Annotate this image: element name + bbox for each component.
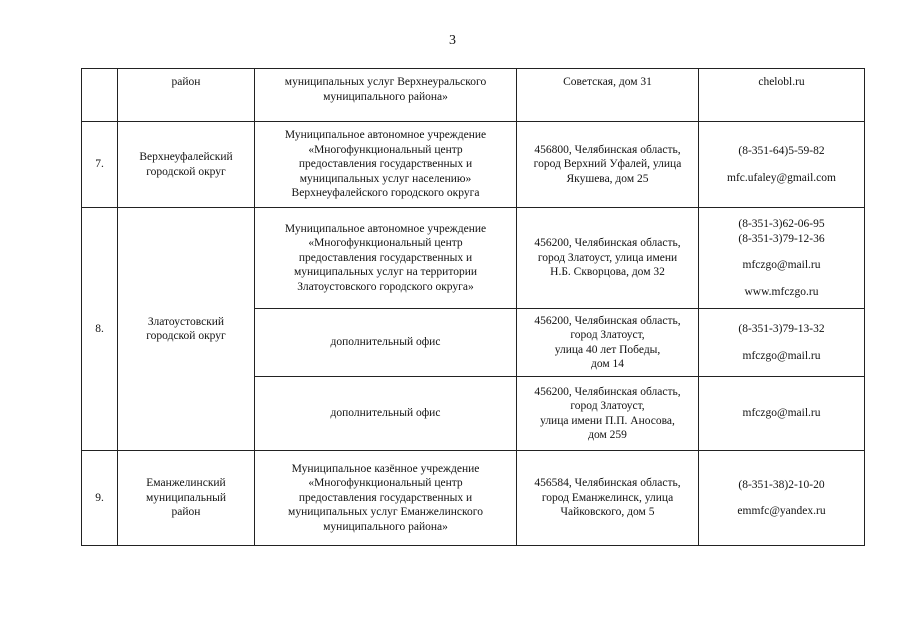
- text-line: муниципальных услуг населению»: [299, 172, 472, 185]
- institution-name-cell: [255, 69, 517, 122]
- text-line: [703, 273, 860, 285]
- text-line: [703, 337, 860, 349]
- text-line: [703, 159, 860, 171]
- text-line: Якушева, дом 25: [566, 172, 649, 185]
- contacts-cell: [699, 122, 865, 208]
- text-line: «Многофункциональный центр: [308, 477, 463, 490]
- row-number-cell: 9.: [82, 451, 118, 546]
- text-line: (8-351-64)5-59-82: [738, 145, 825, 157]
- text-line: 456200, Челябинская область,: [534, 385, 681, 398]
- text-line: район: [171, 506, 201, 519]
- text-line: Верхнеуфалейского городского округа: [291, 187, 480, 200]
- institution-name-text: [259, 406, 512, 421]
- table-row: [82, 122, 865, 208]
- text-line: Златоустовского городского округа»: [297, 280, 474, 293]
- mfc-registry-table: [81, 68, 865, 546]
- text-line: Муниципальное казённое учреждение: [291, 462, 480, 475]
- contacts-text: [703, 478, 860, 519]
- address-text: [521, 314, 694, 372]
- text-line: город Верхний Уфалей, улица: [533, 158, 682, 171]
- text-line: город Златоуст, улица имени: [537, 251, 678, 264]
- text-line: муниципальных услуг на территории: [293, 266, 478, 279]
- text-line: 456200, Челябинская область,: [534, 237, 681, 250]
- institution-name-text: [259, 335, 512, 350]
- text-line: 456584, Челябинская область,: [534, 477, 681, 490]
- contacts-text: [703, 322, 860, 363]
- row-number-cell: [82, 69, 118, 122]
- institution-name-cell: [255, 208, 517, 309]
- text-line: Н.Б. Скворцова, дом 32: [550, 266, 665, 279]
- contacts-text: [703, 144, 860, 185]
- text-line: город Златоуст,: [570, 329, 645, 341]
- text-line: (8-351-3)62-06-95: [738, 218, 825, 230]
- district-text: [122, 75, 250, 90]
- text-line: emmfc@yandex.ru: [737, 505, 826, 517]
- table-row: [82, 69, 865, 122]
- text-line: «Многофункциональный центр: [308, 237, 463, 250]
- district-text: [122, 476, 250, 520]
- text-line: городской округ: [146, 330, 226, 342]
- address-cell: [517, 309, 699, 377]
- text-line: mfczgo@mail.ru: [742, 259, 821, 271]
- address-cell: [517, 377, 699, 451]
- text-line: дом 14: [590, 358, 625, 370]
- address-text: [521, 236, 694, 280]
- text-line: Муниципальное автономное учреждение: [284, 222, 487, 235]
- text-line: Советская, дом 31: [563, 76, 652, 88]
- text-line: mfczgo@mail.ru: [742, 407, 821, 420]
- address-cell: [517, 208, 699, 309]
- text-line: дополнительный офис: [330, 336, 441, 349]
- institution-name-text: [259, 462, 512, 535]
- text-line: дополнительный офис: [330, 407, 441, 420]
- institution-name-text: [259, 222, 512, 295]
- address-text: [521, 143, 694, 187]
- institution-name-cell: [255, 309, 517, 377]
- contacts-text: [703, 406, 860, 421]
- text-line: [703, 246, 860, 258]
- address-cell: [517, 69, 699, 122]
- district-text: [122, 150, 250, 179]
- row-number-cell: 7.: [82, 122, 118, 208]
- text-line: Златоустовский: [147, 315, 225, 328]
- text-line: 456200, Челябинская область,: [534, 314, 681, 327]
- text-line: chelobl.ru: [758, 76, 805, 88]
- row-number-cell: 8.: [82, 208, 118, 451]
- address-text: [521, 75, 694, 90]
- address-text: [521, 385, 694, 443]
- text-line: Еманжелинский: [146, 477, 226, 490]
- text-line: www.mfczgo.ru: [744, 285, 819, 298]
- text-line: [703, 492, 860, 504]
- district-cell: [118, 208, 255, 451]
- text-line: «Многофункциональный центр: [308, 143, 463, 156]
- text-line: (8-351-38)2-10-20: [738, 478, 825, 491]
- text-line: муниципального района»: [323, 90, 448, 103]
- contacts-cell: [699, 309, 865, 377]
- text-line: улица имени П.П. Аносова,: [540, 414, 675, 427]
- text-line: предоставления государственных и: [298, 158, 473, 171]
- text-line: муниципального района»: [323, 520, 448, 533]
- institution-name-cell: [255, 377, 517, 451]
- page-number: 3: [449, 33, 456, 48]
- contacts-text: [703, 217, 860, 299]
- text-line: Верхнеуфалейский: [139, 151, 233, 163]
- institution-name-cell: [255, 451, 517, 546]
- text-line: город Еманжелинск, улица: [541, 491, 674, 504]
- table-row: [82, 451, 865, 546]
- district-cell: [118, 122, 255, 208]
- institution-name-cell: [255, 122, 517, 208]
- text-line: предоставления государственных и: [298, 491, 473, 504]
- address-cell: [517, 451, 699, 546]
- contacts-cell: [699, 451, 865, 546]
- text-line: муниципальных услуг Верхнеуральского: [284, 76, 487, 88]
- text-line: муниципальный: [145, 491, 227, 504]
- contacts-cell: [699, 69, 865, 122]
- contacts-text: [703, 75, 860, 90]
- contacts-cell: [699, 208, 865, 309]
- text-line: (8-351-3)79-13-32: [738, 323, 825, 335]
- text-line: mfc.ufaley@gmail.com: [727, 171, 836, 184]
- text-line: городской округ: [146, 165, 226, 178]
- text-line: город Златоуст,: [570, 400, 645, 412]
- text-line: mfczgo@mail.ru: [742, 349, 821, 362]
- text-line: район: [171, 76, 201, 88]
- district-text: [122, 315, 250, 344]
- address-cell: [517, 122, 699, 208]
- text-line: дом 259: [588, 429, 627, 441]
- address-text: [521, 476, 694, 520]
- text-line: Муниципальное автономное учреждение: [284, 129, 487, 142]
- district-cell: [118, 451, 255, 546]
- text-line: 456800, Челябинская область,: [534, 143, 681, 156]
- institution-name-text: [259, 128, 512, 201]
- text-line: муниципальных услуг Еманжелинского: [288, 506, 483, 519]
- text-line: (8-351-3)79-12-36: [738, 232, 825, 245]
- contacts-cell: [699, 377, 865, 451]
- district-cell: [118, 69, 255, 122]
- text-line: Чайковского, дом 5: [560, 506, 655, 519]
- text-line: предоставления государственных и: [298, 251, 473, 264]
- institution-name-text: [259, 75, 512, 104]
- text-line: улица 40 лет Победы,: [554, 343, 661, 356]
- table-row: [82, 208, 865, 309]
